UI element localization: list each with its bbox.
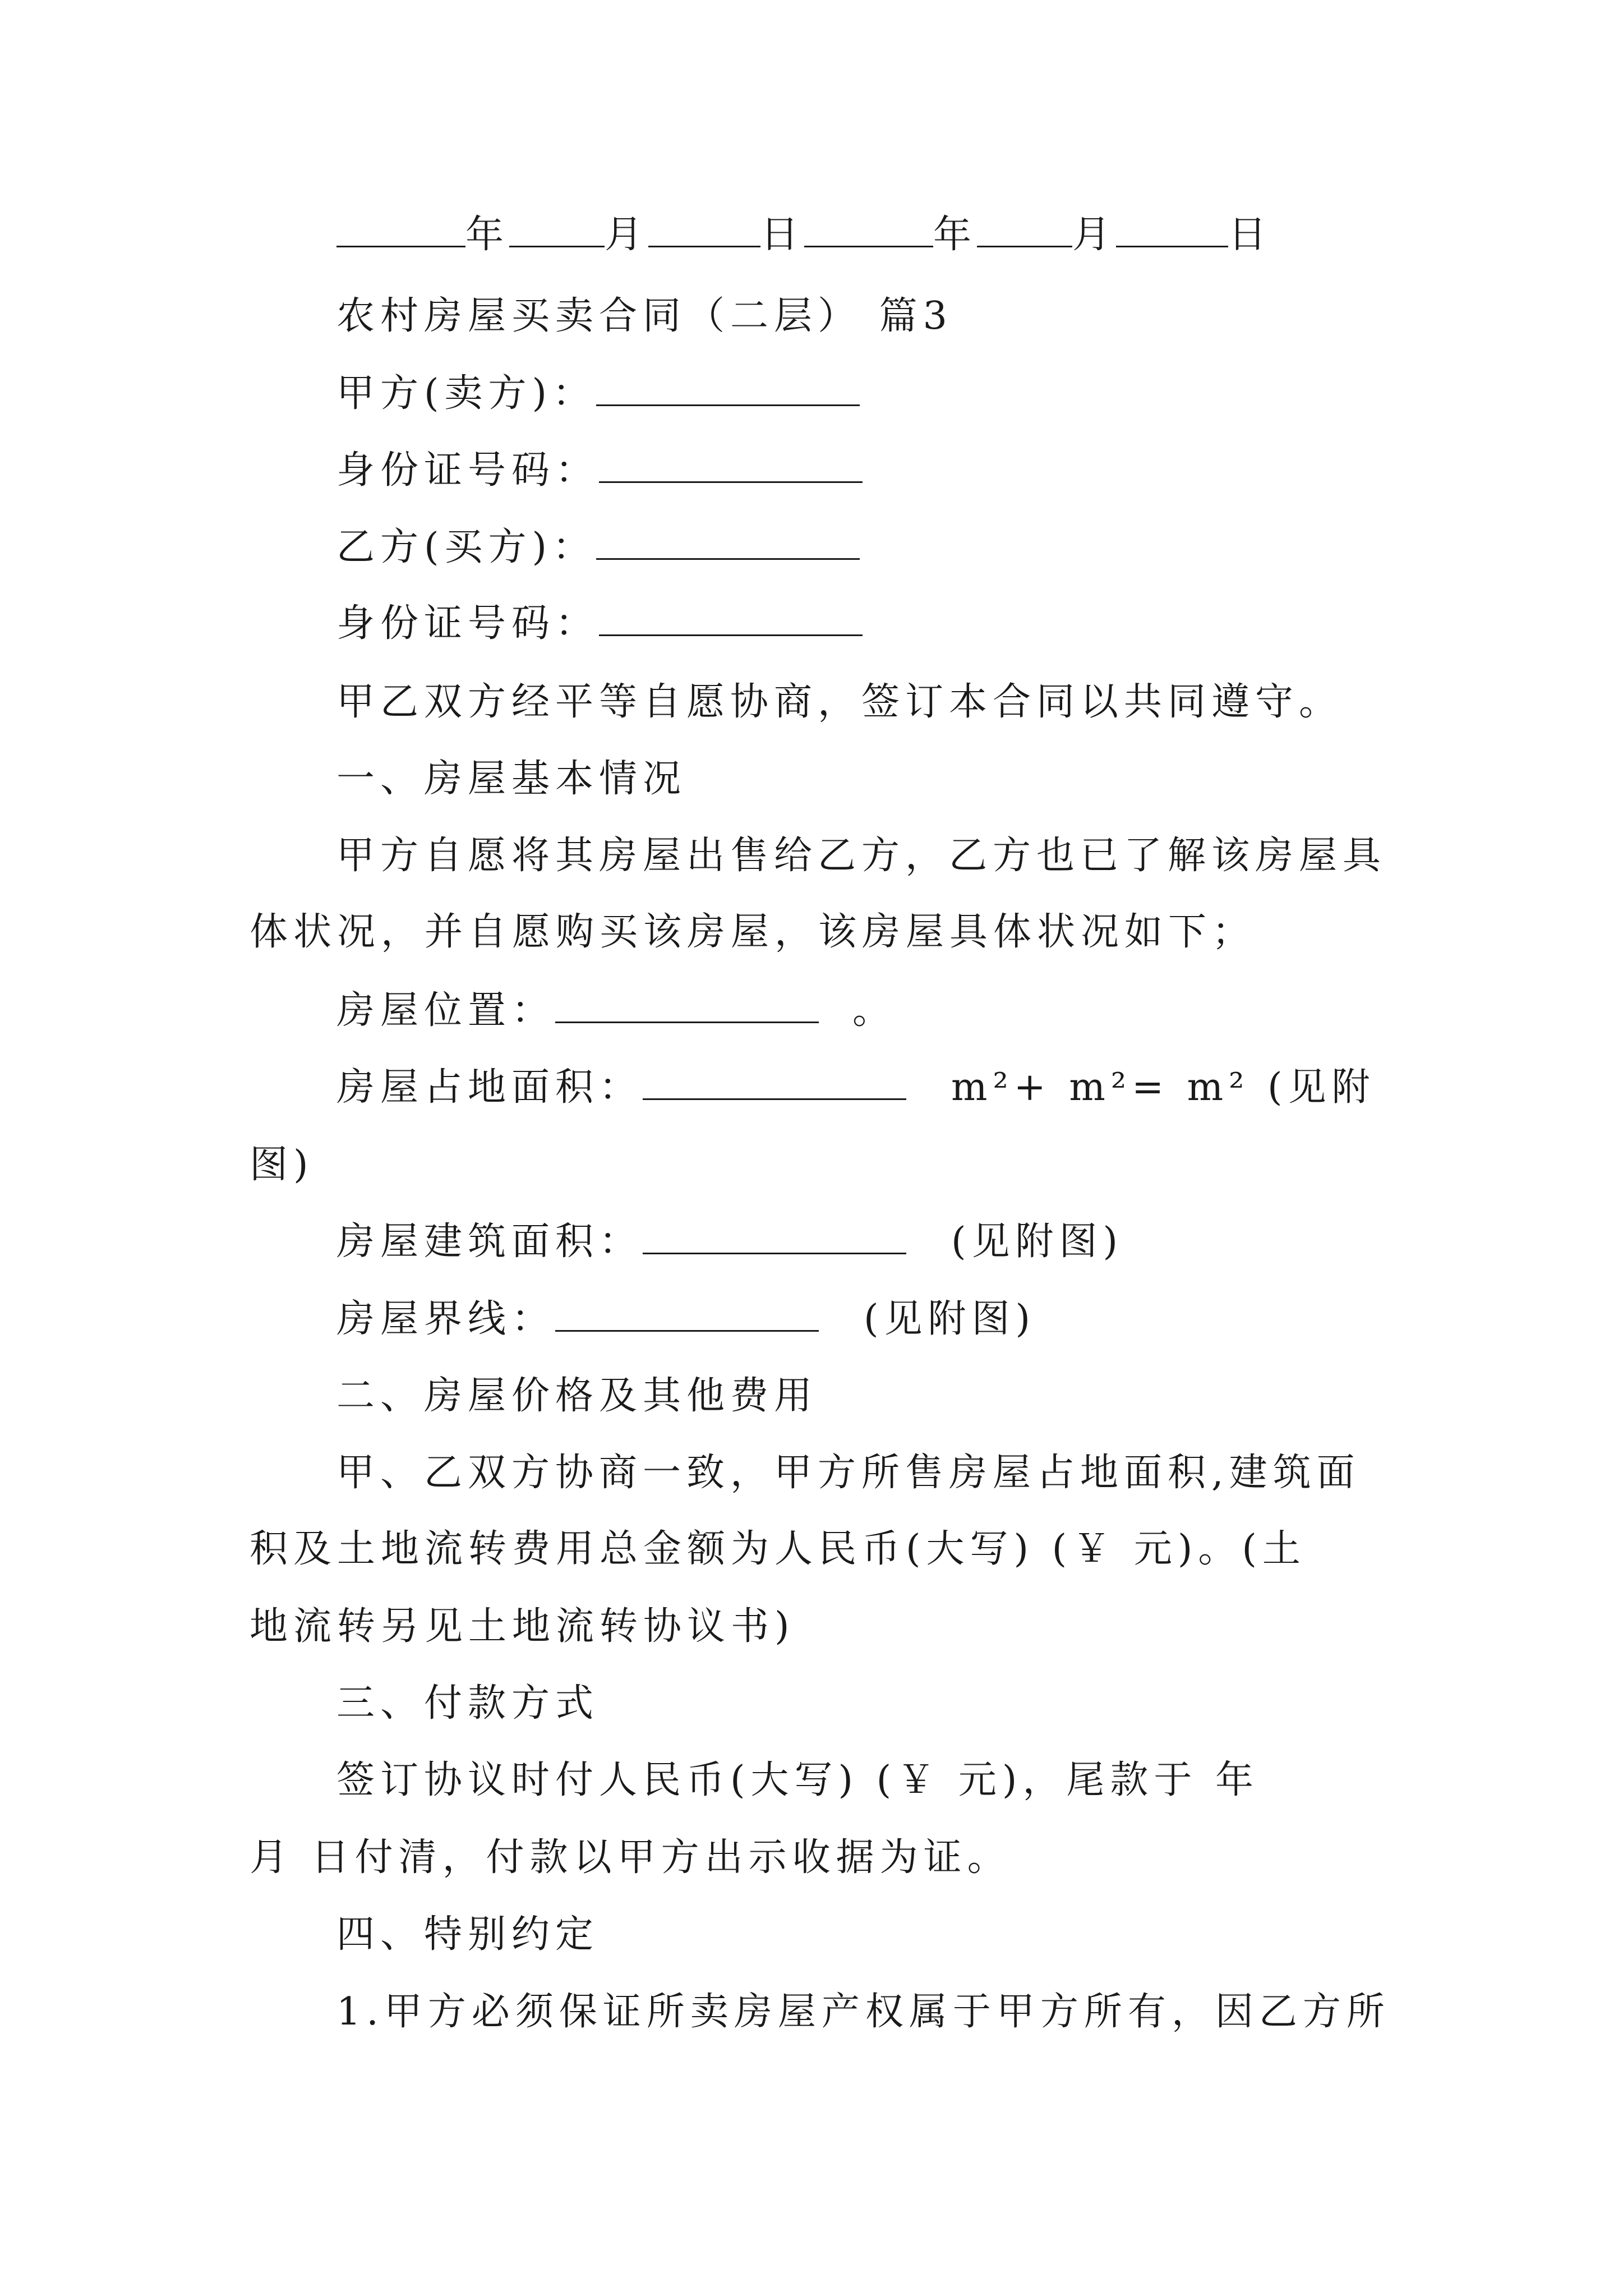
- blank-field: [804, 217, 933, 247]
- boundary-note: (见附图): [864, 1297, 1036, 1341]
- location-end: 。: [852, 988, 897, 1033]
- seller-id-field: [599, 452, 863, 483]
- build-area-field: [643, 1223, 906, 1254]
- section2-paragraph-line: 地流转另见土地流转协议书): [250, 1604, 795, 1649]
- section4-paragraph-line: 1.甲方必须保证所卖房屋产权属于甲方所有，因乙方所: [336, 1990, 1390, 2034]
- blank-field: [977, 217, 1072, 247]
- blank-field: [648, 217, 760, 247]
- section3-paragraph-line: 签订协议时付人民币(大写) (￥ 元)，尾款于 年: [336, 1758, 1259, 1802]
- build-area-label: 房屋建筑面积：: [336, 1220, 643, 1264]
- location-row: [336, 988, 897, 1033]
- date-day-label: 日: [760, 213, 805, 257]
- land-area-label: 房屋占地面积：: [336, 1065, 643, 1110]
- build-area-note: (见附图): [951, 1220, 1124, 1264]
- land-area-continuation: 图): [250, 1143, 314, 1187]
- buyer-id-label: 身份证号码：: [336, 601, 600, 646]
- section2-heading: 二、房屋价格及其他费用: [336, 1374, 818, 1418]
- date-line: [336, 213, 1272, 257]
- date-day-label: 日: [1228, 213, 1272, 257]
- buyer-id-field: [599, 605, 863, 636]
- boundary-row: [336, 1297, 1036, 1341]
- section3-heading: 三、付款方式: [336, 1681, 600, 1726]
- seller-id-row: [336, 448, 863, 493]
- section3-paragraph-line: 月 日付清，付款以甲方出示收据为证。: [250, 1835, 1011, 1880]
- section4-heading: 四、特别约定: [336, 1912, 600, 1957]
- date-year-label: 年: [933, 213, 978, 257]
- blank-field: [509, 217, 605, 247]
- land-area-units: m²+ m²= m² (见附: [951, 1065, 1376, 1110]
- land-area-row: [336, 1065, 1376, 1110]
- location-label: 房屋位置：: [336, 988, 556, 1033]
- land-area-field: [643, 1069, 906, 1100]
- blank-field: [1116, 217, 1228, 247]
- intro-paragraph: 甲乙双方经平等自愿协商，签订本合同以共同遵守。: [336, 680, 1343, 724]
- date-month-label: 月: [1072, 213, 1117, 257]
- date-month-label: 月: [605, 213, 649, 257]
- buyer-field: [596, 529, 860, 560]
- section1-heading: 一、房屋基本情况: [336, 757, 687, 801]
- section2-paragraph-line: 甲、乙双方协商一致，甲方所售房屋占地面积,建筑面: [336, 1451, 1361, 1495]
- section1-paragraph-line: 体状况，并自愿购买该房屋，该房屋具体状况如下；: [250, 910, 1256, 954]
- date-year-label: 年: [465, 213, 510, 257]
- buyer-id-row: [336, 601, 863, 646]
- document-title: 农村房屋买卖合同（二层） 篇3: [336, 294, 953, 338]
- seller-field: [596, 375, 860, 406]
- blank-field: [336, 217, 465, 247]
- boundary-label: 房屋界线：: [336, 1297, 556, 1341]
- boundary-field: [555, 1301, 819, 1332]
- seller-row: [336, 371, 860, 416]
- build-area-row: [336, 1220, 1124, 1264]
- seller-label: 甲方(卖方)：: [336, 371, 597, 416]
- buyer-row: [336, 525, 860, 569]
- seller-id-label: 身份证号码：: [336, 448, 600, 493]
- location-field: [555, 992, 819, 1023]
- section1-paragraph-line: 甲方自愿将其房屋出售给乙方，乙方也已了解该房屋具: [336, 834, 1387, 878]
- section2-paragraph-line: 积及土地流转费用总金额为人民币(大写) (￥ 元)。(土: [250, 1527, 1306, 1571]
- buyer-label: 乙方(买方)：: [336, 525, 597, 569]
